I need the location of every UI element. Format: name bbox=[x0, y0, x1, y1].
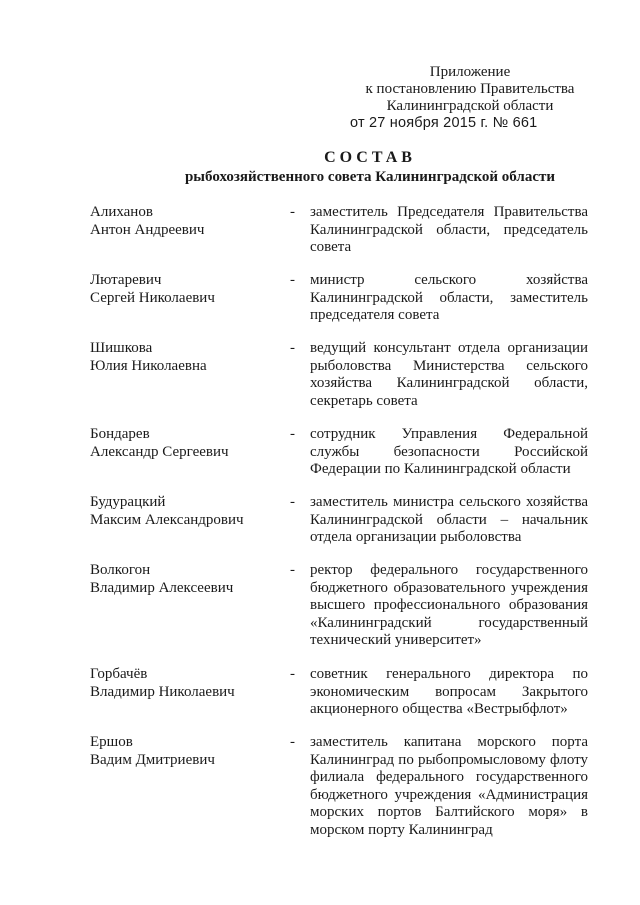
member-role bbox=[310, 562, 588, 650]
member-name bbox=[90, 562, 285, 597]
member-name bbox=[90, 272, 285, 307]
member-surname: Будурацкий bbox=[90, 494, 166, 510]
member-role-line: морских портов Балтийского моря» в bbox=[310, 804, 588, 821]
member-role bbox=[310, 426, 588, 479]
member-name bbox=[90, 426, 285, 461]
member-role bbox=[310, 340, 588, 410]
member-role bbox=[310, 666, 588, 719]
member-role-line: акционерного общества «Вестрыбфлот» bbox=[310, 701, 568, 718]
member-role-line: филиала федерального государственного bbox=[310, 769, 588, 786]
member-given-names: Александр Сергеевич bbox=[90, 443, 229, 460]
member-surname: Волкогон bbox=[90, 562, 151, 578]
member-role-line: министр сельского хозяйства bbox=[310, 272, 588, 288]
member-given-names: Владимир Алексеевич bbox=[90, 579, 234, 596]
member-role-line: службы безопасности Российской bbox=[310, 443, 588, 460]
member-dash: - bbox=[290, 562, 295, 578]
member-role-line: Федерации по Калининградской области bbox=[310, 461, 571, 478]
member-role-line: Калининградской области, председатель bbox=[310, 221, 588, 238]
member-role-line: сотрудник Управления Федеральной bbox=[310, 426, 588, 442]
member-role-line: экономическим вопросам Закрытого bbox=[310, 683, 588, 700]
member-surname: Алиханов bbox=[90, 204, 153, 220]
member-role-line: Калининградской области – начальник bbox=[310, 511, 588, 528]
member-name bbox=[90, 204, 285, 239]
member-role-line: «Калининградский государственный bbox=[310, 614, 588, 631]
member-surname: Шишкова bbox=[90, 340, 153, 356]
member-role-line: бюджетного учреждения «Администрация bbox=[310, 786, 588, 803]
member-dash: - bbox=[290, 666, 295, 682]
member-role-line: ведущий консультант отдела организации bbox=[310, 340, 588, 356]
document-title: СОСТАВ bbox=[324, 149, 416, 166]
member-dash: - bbox=[290, 494, 295, 510]
member-given-names: Владимир Николаевич bbox=[90, 683, 235, 700]
member-role bbox=[310, 734, 588, 840]
member-role-line: высшего профессионального образования bbox=[310, 597, 588, 614]
member-surname: Лютаревич bbox=[90, 272, 162, 288]
member-role-line: Калининград по рыбопромысловому флоту bbox=[310, 751, 588, 768]
member-role bbox=[310, 494, 588, 547]
member-role-line: отдела организации рыболовства bbox=[310, 529, 522, 546]
member-given-names: Сергей Николаевич bbox=[90, 289, 215, 306]
member-role bbox=[310, 272, 588, 325]
member-surname: Горбачёв bbox=[90, 666, 148, 682]
member-dash: - bbox=[290, 204, 295, 220]
member-name bbox=[90, 494, 285, 529]
appendix-date-number: от 27 ноября 2015 г. № 661 bbox=[350, 115, 538, 131]
member-role-line: Калининградской области, заместитель bbox=[310, 289, 588, 306]
document-subtitle: рыбохозяйственного совета Калининградской области bbox=[184, 169, 556, 185]
member-role-line: ректор федерального государственного bbox=[310, 562, 588, 578]
member-role-line: председателя совета bbox=[310, 307, 440, 324]
member-role-line: бюджетного образовательного учреждения bbox=[310, 579, 588, 596]
member-surname: Ершов bbox=[90, 734, 133, 750]
member-name bbox=[90, 340, 285, 375]
appendix-resolution-ref: к постановлению Правительства bbox=[365, 81, 575, 97]
member-role-line: заместитель министра сельского хозяйства bbox=[310, 494, 588, 510]
member-role-line: рыболовства Министерства сельского bbox=[310, 357, 588, 374]
member-name bbox=[90, 666, 285, 701]
member-role-line: заместитель капитана морского порта bbox=[310, 734, 588, 750]
member-dash: - bbox=[290, 734, 295, 750]
member-given-names: Вадим Дмитриевич bbox=[90, 751, 215, 768]
member-role bbox=[310, 204, 588, 257]
member-dash: - bbox=[290, 272, 295, 288]
member-dash: - bbox=[290, 340, 295, 356]
member-role-line: советник генерального директора по bbox=[310, 666, 588, 682]
appendix-region: Калининградской области bbox=[386, 98, 554, 114]
member-role-line: морском порту Калининград bbox=[310, 821, 493, 838]
member-surname: Бондарев bbox=[90, 426, 150, 442]
member-name bbox=[90, 734, 285, 769]
member-role-line: секретарь совета bbox=[310, 392, 418, 409]
member-role-line: заместитель Председателя Правительства bbox=[310, 204, 588, 220]
member-given-names: Максим Александрович bbox=[90, 511, 244, 528]
member-role-line: технический университет» bbox=[310, 632, 482, 649]
member-given-names: Антон Андреевич bbox=[90, 221, 205, 238]
member-role-line: хозяйства Калининградской области, bbox=[310, 375, 588, 392]
appendix-label: Приложение bbox=[429, 64, 511, 80]
member-role-line: совета bbox=[310, 239, 352, 256]
member-given-names: Юлия Николаевна bbox=[90, 357, 207, 374]
member-dash: - bbox=[290, 426, 295, 442]
